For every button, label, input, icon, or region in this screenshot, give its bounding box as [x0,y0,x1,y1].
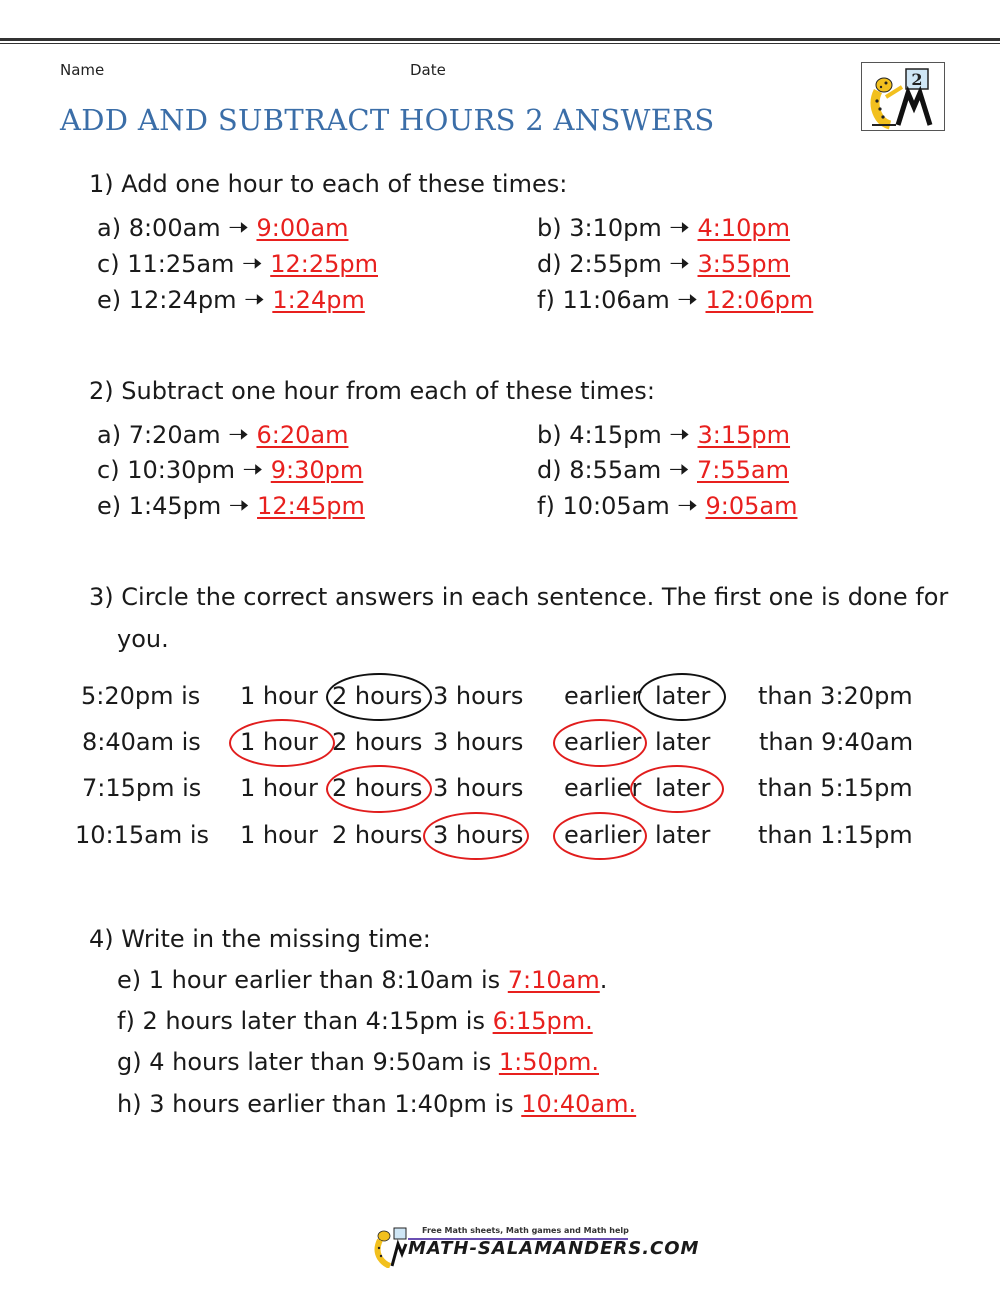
arrow-icon: 🠢 [668,456,690,484]
answer-circle [326,765,432,813]
arrow-icon: 🠢 [677,492,698,520]
q1-item-a-label: a) 8:00am [97,214,221,242]
q1-item-b [537,211,790,252]
q4-item-f-answer: 6:15pm. [492,1007,593,1035]
salamander-logo-icon [862,63,946,132]
arrow-icon: 🠢 [669,250,690,278]
q1-item-b-label: b) 3:10pm [537,214,662,242]
top-rule [0,38,1000,44]
footer-site-name: MATH-SALAMANDERS.COM [408,1238,700,1259]
q3-row3-earlier: earlier [564,774,642,802]
q4-item-e-text: e) 1 hour earlier than 8:10am is [117,966,508,994]
q2-item-b-answer: 3:15pm [697,421,791,449]
q3-row2-opt2: 2 hours [332,728,423,756]
q2-item-f-answer: 9:05am [705,492,798,520]
q3-row1-later: later [655,682,711,710]
q1-item-b-answer: 4:10pm [697,214,791,242]
q1-item-d-answer: 3:55pm [697,250,791,278]
q2-item-f-label: f) 10:05am [537,492,670,520]
q1-item-c-label: c) 11:25am [97,250,235,278]
q4-item-e-tail: . [599,966,608,994]
q3-row1-start: 5:20pm is [81,682,201,710]
q3-row1-opt2: 2 hours [332,682,423,710]
arrow-icon: 🠢 [228,492,250,520]
q1-item-c-answer: 12:25pm [270,250,378,278]
arrow-icon: 🠢 [669,421,690,449]
q1-item-c [97,247,378,288]
q1-item-d-label: d) 2:55pm [537,250,662,278]
q4-item-g-text: g) 4 hours later than 9:50am is [117,1048,499,1076]
q3-row3-end: than 5:15pm [758,774,913,802]
salamander-footer-icon [372,1226,408,1268]
arrow-icon: 🠢 [228,421,249,449]
q3-row2-end: than 9:40am [759,728,914,756]
q2-item-c-answer: 9:30pm [270,456,364,484]
q3-heading-line2: you. [117,625,169,653]
footer-tagline: Free Math sheets, Math games and Math help [422,1226,629,1235]
q4-item-g-answer: 1:50pm. [498,1048,599,1076]
q3-row2-earlier: earlier [564,728,642,756]
arrow-icon: 🠢 [242,250,263,278]
q4-item-g [117,1048,599,1076]
salamander-logo [861,62,945,131]
answer-circle [326,673,432,721]
q2-item-f [537,489,797,530]
date-label: Date [410,61,446,79]
arrow-icon: 🠢 [677,286,698,314]
q2-item-a-answer: 6:20am [256,421,349,449]
q3-row3-later: later [655,774,711,802]
q4-item-f [117,1007,593,1035]
q3-row1-opt1: 1 hour [240,682,318,710]
q3-row1-end: than 3:20pm [758,682,913,710]
answer-circle [423,812,529,860]
q4-item-h-answer: 10:40am. [521,1090,637,1118]
q3-row4-later: later [655,821,711,849]
q3-row2-later: later [655,728,711,756]
q3-row4-opt2: 2 hours [332,821,423,849]
q1-item-f [537,283,813,324]
q3-row3-opt2: 2 hours [332,774,423,802]
q2-item-e [97,489,365,530]
q3-heading-line1: 3) Circle the correct answers in each sentence. The first one is done for [89,583,949,611]
q3-row2-start: 8:40am is [82,728,201,756]
q3-row1-earlier: earlier [564,682,642,710]
q1-item-d [537,247,790,288]
q4-heading: 4) Write in the missing time: [89,925,431,953]
q2-item-a-label: a) 7:20am [97,421,221,449]
answer-circle [630,765,724,813]
q4-item-h-text: h) 3 hours earlier than 1:40pm is [117,1090,522,1118]
q2-heading: 2) Subtract one hour from each of these times: [89,377,655,405]
q1-heading: 1) Add one hour to each of these times: [89,170,568,198]
q1-item-e [97,283,365,324]
footer-logo [372,1226,700,1268]
q4-item-e [117,966,607,994]
q1-item-e-label: e) 12:24pm [97,286,237,314]
q1-item-a [97,211,348,252]
q2-item-c [97,453,363,494]
q2-item-e-answer: 12:45pm [257,492,365,520]
q4-item-h [117,1090,636,1118]
q3-row2-opt1: 1 hour [240,728,318,756]
q3-row3-opt1: 1 hour [240,774,318,802]
q2-item-d [537,453,789,494]
answer-circle [229,719,335,767]
q3-row3-start: 7:15pm is [82,774,202,802]
q2-item-e-label: e) 1:45pm [97,492,222,520]
logo-number: 2 [911,70,923,89]
q3-row3-opt3: 3 hours [433,774,524,802]
q3-row1-opt3: 3 hours [433,682,524,710]
arrow-icon: 🠢 [244,286,265,314]
answer-circle [553,719,647,767]
q2-item-c-label: c) 10:30pm [97,456,235,484]
answer-circle [638,673,726,721]
q4-item-f-text: f) 2 hours later than 4:15pm is [117,1007,493,1035]
q3-row2-opt3: 3 hours [433,728,524,756]
q3-row4-earlier: earlier [564,821,642,849]
q3-row4-opt3: 3 hours [433,821,524,849]
arrow-icon: 🠢 [242,456,264,484]
q3-row4-opt1: 1 hour [240,821,318,849]
q4-item-e-answer: 7:10am [507,966,600,994]
page-title: ADD AND SUBTRACT HOURS 2 ANSWERS [60,103,715,137]
arrow-icon: 🠢 [228,214,249,242]
arrow-icon: 🠢 [669,214,690,242]
answer-circle [553,812,647,860]
q1-item-e-answer: 1:24pm [272,286,365,314]
name-label: Name [60,61,105,79]
q3-row4-start: 10:15am is [75,821,210,849]
q3-row4-end: than 1:15pm [758,821,913,849]
q1-item-f-label: f) 11:06am [537,286,670,314]
q1-item-f-answer: 12:06pm [705,286,814,314]
q2-item-d-answer: 7:55am [697,456,789,484]
q2-item-b-label: b) 4:15pm [537,421,662,449]
q1-item-a-answer: 9:00am [256,214,349,242]
q2-item-d-label: d) 8:55am [537,456,662,484]
